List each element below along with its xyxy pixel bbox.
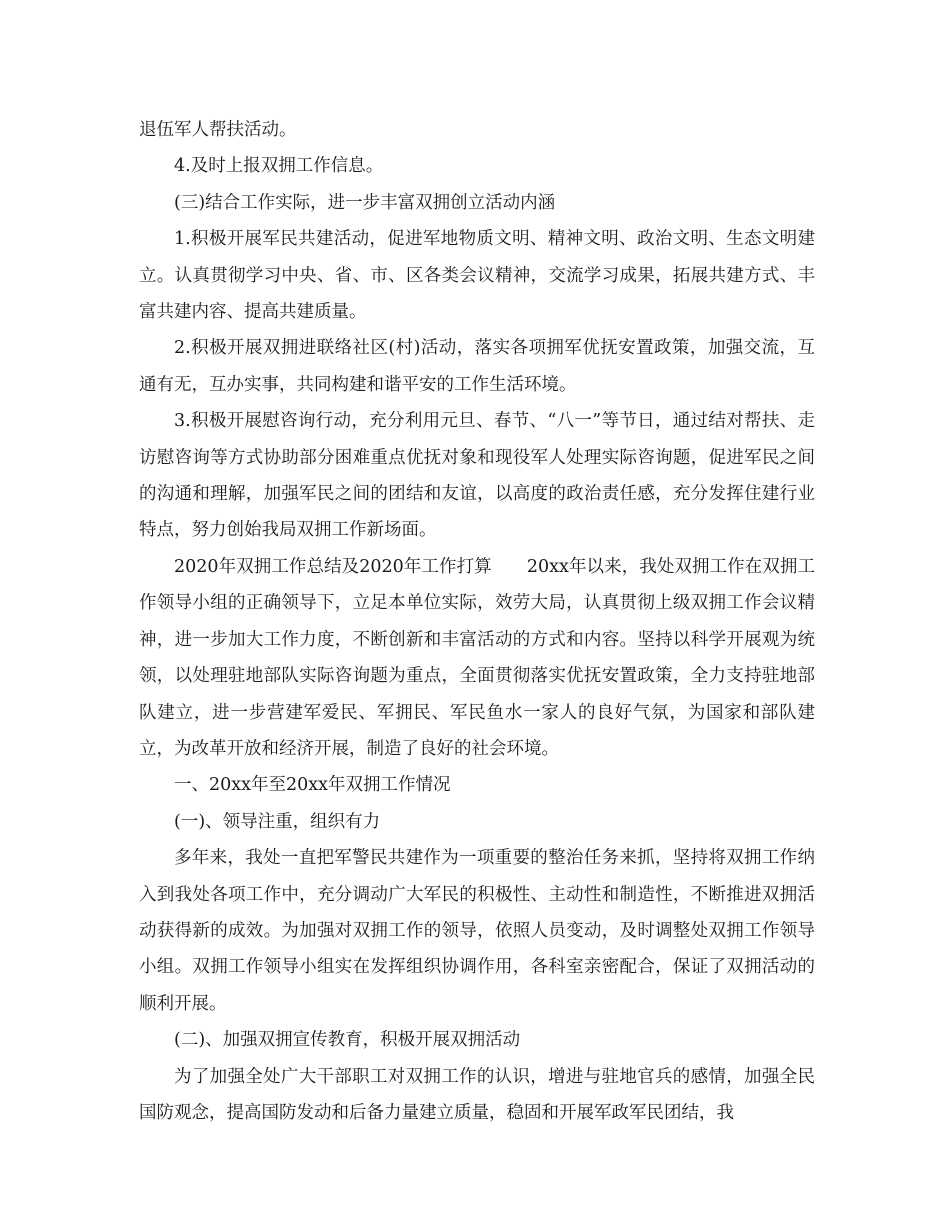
paragraph-item-1: 1.积极开展军民共建活动，促进军地物质文明、精神文明、政治文明、生态文明建立。认真贯彻学习中央、省、市、区各类会议精神，交流学习成果，拓展共建方式、丰富共建内容、提高共建质量。 xyxy=(139,229,815,323)
paragraph-continuation: 退伍军人帮扶活动。 xyxy=(139,120,297,140)
section-heading-1: 一、20xx年至20xx年双拥工作情况 xyxy=(174,775,451,796)
paragraph-item-4: 4.及时上报双拥工作信息。 xyxy=(174,156,384,177)
paragraph-item-3: 3.积极开展慰咨询行动，充分利用元旦、春节、“八一”等节日，通过结对帮扶、走访慰咨询等方式协助部分困难重点优抚对象和现役军人处理实际咨询题，促进军民之间的沟通和理解，加强军民之间的团结和友谊，以高度的政治责任感，充分发挥住建行业特点，努力创始我局双拥工作新场面。 xyxy=(139,411,815,541)
document-body xyxy=(139,112,815,1131)
subsection-heading-1: (一)、领导注重，组织有力 xyxy=(174,811,381,832)
paragraph-item-2: 2.积极开展双拥进联络社区(村)活动，落实各项拥军优抚安置政策，加强交流，互通有无，互办实事，共同构建和谐平安的工作生活环境。 xyxy=(139,338,815,395)
paragraph-leadership: 多年来，我处一直把军警民共建作为一项重要的整治任务来抓，坚持将双拥工作纳入到我处各项工作中，充分调动广大军民的积极性、主动性和制造性，不断推进双拥活动获得新的成效。为加强对双拥工作的领导，依照人员变动，及时调整处双拥工作领导小组。双拥工作领导小组实在发挥组织协调作用，各科室亲密配合，保证了双拥活动的顺利开展。 xyxy=(139,848,815,1014)
section-heading-3: (三)结合工作实际，进一步丰富双拥创立活动内涵 xyxy=(174,192,556,213)
subsection-heading-2: (二)、加强双拥宣传教育，积极开展双拥活动 xyxy=(174,1030,521,1051)
paragraph-education: 为了加强全处广大干部职工对双拥工作的认识，增进与驻地官兵的感情，加强全民国防观念，提高国防发动和后备力量建立质量，稳固和开展军政军民团结，我 xyxy=(139,1066,815,1123)
paragraph-summary-intro: 2020年双拥工作总结及2020年工作打算 20xx年以来，我处双拥工作在双拥工作领导小组的正确领导下，立足本单位实际，效劳大局，认真贯彻上级双拥工作会议精神，进一步加大工作力度，不断创新和丰富活动的方式和内容。坚持以科学开展观为统领，以处理驻地部队实际咨询题为重点，全面贯彻落实优抚安置政策，全力支持驻地部队建立，进一步营建军爱民、军拥民、军民鱼水一家人的良好气氛，为国家和部队建立，为改革开放和经济开展，制造了良好的社会环境。 xyxy=(139,556,815,759)
